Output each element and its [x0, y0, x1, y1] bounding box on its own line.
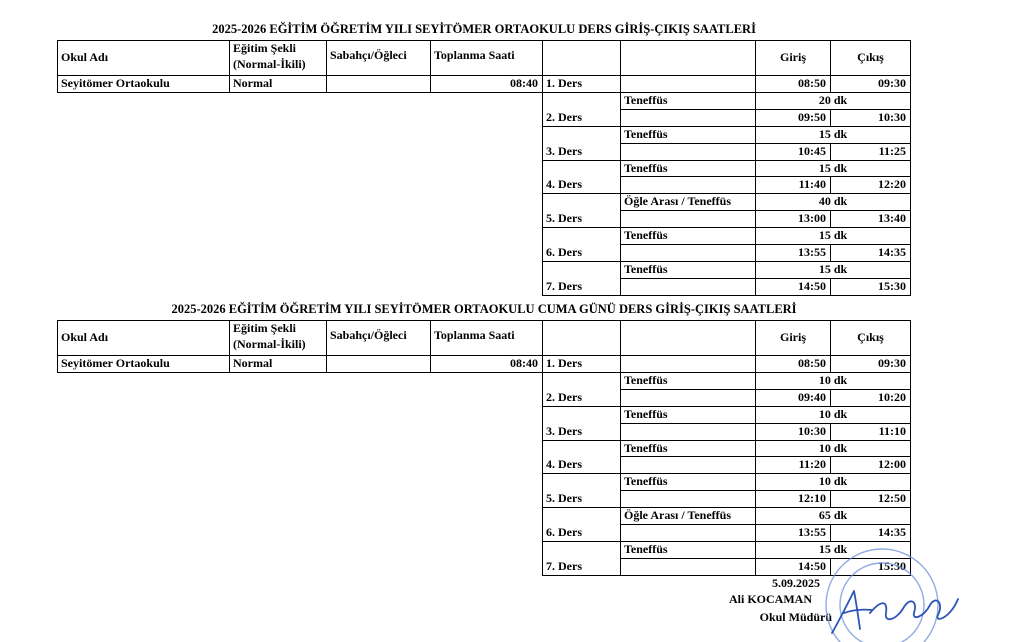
lesson-name: 7. Ders — [546, 560, 582, 573]
lesson-name: 1. Ders — [546, 77, 582, 90]
lesson-end-time: 09:30 — [878, 357, 906, 370]
column-divider — [620, 244, 621, 262]
header-egitim-sekli-sub: (Normal-İkili) — [233, 58, 306, 71]
lesson-end-time: 11:10 — [878, 425, 906, 438]
lesson-start-time: 11:20 — [798, 458, 826, 471]
table-title: 2025-2026 EĞİTİM ÖĞRETİM YILI SEYİTÖMER ORTAOKULU CUMA GÜNÜ DERS GİRİŞ-ÇIKIŞ SAATLERİ — [171, 302, 797, 316]
break-name: Öğle Arası / Teneffüs — [624, 509, 732, 522]
header-sabahci-ogleci: Sabahçı/Öğleci — [330, 49, 407, 62]
table-border-right — [910, 40, 911, 296]
row-divider — [620, 456, 911, 457]
lesson-start-time: 13:55 — [798, 246, 826, 259]
lesson-name: 5. Ders — [546, 212, 582, 225]
column-divider — [620, 558, 621, 576]
table-border-top — [57, 320, 911, 321]
lesson-end-time: 14:35 — [878, 246, 906, 259]
column-divider — [620, 490, 621, 508]
lesson-end-time: 12:20 — [878, 178, 906, 191]
header-toplanma-saati: Toplanma Saati — [434, 49, 515, 62]
row-divider — [620, 490, 911, 491]
column-divider — [620, 176, 621, 194]
break-duration: 15 dk — [818, 543, 848, 556]
school-name: Seyitömer Ortaokulu — [61, 77, 170, 90]
row-divider — [542, 92, 911, 93]
row-divider — [542, 473, 911, 474]
row-divider — [620, 143, 911, 144]
row-divider — [542, 227, 911, 228]
lesson-start-time: 10:45 — [798, 145, 826, 158]
break-duration: 20 dk — [818, 94, 848, 107]
lesson-end-time: 15:30 — [878, 280, 906, 293]
row-divider — [542, 507, 911, 508]
break-name: Teneffüs — [624, 161, 668, 175]
break-name: Öğle Arası / Teneffüs — [624, 195, 732, 208]
break-duration: 10 dk — [818, 441, 848, 455]
row-divider — [620, 389, 911, 390]
column-divider — [620, 320, 621, 356]
column-divider — [620, 456, 621, 474]
row-divider — [620, 423, 911, 424]
table-border-right — [910, 320, 911, 576]
column-divider — [620, 389, 621, 407]
row-divider — [620, 109, 911, 110]
lesson-end-time: 12:50 — [878, 492, 906, 505]
lesson-start-time: 08:50 — [798, 77, 826, 90]
lesson-end-time: 13:40 — [878, 212, 906, 225]
education-type: Normal — [233, 77, 273, 90]
header-toplanma-saati: Toplanma Saati — [434, 329, 515, 342]
break-duration: 15 dk — [818, 229, 848, 242]
education-type: Normal — [233, 357, 273, 370]
column-divider — [620, 423, 621, 441]
row-divider — [620, 524, 911, 525]
assembly-time: 08:40 — [510, 357, 538, 370]
lesson-end-time: 10:30 — [878, 111, 906, 124]
header-cikis: Çıkış — [857, 51, 884, 64]
lesson-start-time: 08:50 — [798, 357, 826, 370]
break-name: Teneffüs — [624, 229, 668, 242]
break-name: Teneffüs — [624, 475, 668, 488]
header-divider — [57, 75, 911, 76]
break-name: Teneffüs — [624, 441, 668, 455]
header-cikis: Çıkış — [857, 331, 884, 344]
break-duration: 15 dk — [818, 263, 848, 276]
lesson-name: 6. Ders — [546, 246, 582, 259]
lesson-end-time: 09:30 — [878, 77, 906, 90]
break-name: Teneffüs — [624, 543, 668, 556]
break-duration: 10 dk — [818, 475, 848, 488]
lesson-start-time: 13:55 — [798, 526, 826, 539]
break-duration: 15 dk — [818, 128, 848, 141]
signature-name: Ali KOCAMAN — [729, 592, 812, 606]
lesson-start-time: 09:50 — [798, 111, 826, 124]
break-name: Teneffüs — [624, 128, 668, 141]
lesson-name: 4. Ders — [546, 178, 582, 191]
shift-value — [327, 357, 430, 370]
row-divider — [542, 541, 911, 542]
lesson-end-time: 11:25 — [878, 145, 906, 158]
assembly-time: 08:40 — [510, 77, 538, 90]
column-divider — [620, 210, 621, 228]
break-duration: 10 dk — [818, 408, 848, 421]
row-divider — [542, 372, 911, 373]
header-okul-adi: Okul Adı — [61, 331, 109, 344]
school-row-bottom — [57, 92, 543, 93]
column-divider — [620, 40, 621, 76]
lesson-name: 7. Ders — [546, 280, 582, 293]
header-egitim-sekli: Eğitim Şekli — [233, 322, 297, 335]
lesson-end-time: 14:35 — [878, 526, 906, 539]
break-name: Teneffüs — [624, 408, 668, 421]
header-egitim-sekli: Eğitim Şekli — [233, 42, 297, 55]
break-duration: 15 dk — [818, 161, 848, 175]
principal-signature — [826, 583, 966, 638]
row-divider — [542, 193, 911, 194]
lesson-name: 1. Ders — [546, 357, 582, 370]
signature-date: 5.09.2025 — [772, 576, 820, 590]
lesson-name: 6. Ders — [546, 526, 582, 539]
signature-position: Okul Müdürü — [759, 610, 832, 624]
header-sabahci-ogleci: Sabahçı/Öğleci — [330, 329, 407, 342]
table-title: 2025-2026 EĞİTİM ÖĞRETİM YILI SEYİTÖMER ORTAOKULU DERS GİRİŞ-ÇIKIŞ SAATLERİ — [212, 22, 756, 36]
lesson-start-time: 14:50 — [798, 280, 826, 293]
break-name: Teneffüs — [624, 374, 668, 387]
lesson-name: 3. Ders — [546, 145, 582, 158]
column-divider — [620, 143, 621, 161]
lesson-start-time: 12:10 — [798, 492, 826, 505]
header-egitim-sekli-sub: (Normal-İkili) — [233, 338, 306, 351]
break-name: Teneffüs — [624, 94, 668, 107]
school-row-bottom — [57, 372, 543, 373]
lesson-name: 5. Ders — [546, 492, 582, 505]
lesson-name: 3. Ders — [546, 425, 582, 438]
lesson-start-time: 14:50 — [798, 560, 826, 573]
lesson-name: 2. Ders — [546, 111, 582, 124]
row-divider — [620, 176, 911, 177]
lesson-start-time: 09:40 — [798, 391, 826, 404]
break-duration: 10 dk — [818, 374, 848, 387]
shift-value — [327, 77, 430, 90]
header-okul-adi: Okul Adı — [61, 51, 109, 64]
column-divider — [620, 278, 621, 296]
school-name: Seyitömer Ortaokulu — [61, 357, 170, 370]
header-divider — [57, 355, 911, 356]
row-divider — [542, 406, 911, 407]
break-name: Teneffüs — [624, 263, 668, 276]
lesson-name: 4. Ders — [546, 458, 582, 471]
lesson-start-time: 11:40 — [798, 178, 826, 191]
lesson-start-time: 10:30 — [798, 425, 826, 438]
column-divider — [620, 109, 621, 127]
column-divider — [620, 355, 621, 373]
lesson-name: 2. Ders — [546, 391, 582, 404]
lesson-end-time: 15:30 — [878, 560, 906, 573]
table-border-top — [57, 40, 911, 41]
row-divider — [542, 126, 911, 127]
row-divider — [620, 278, 911, 279]
row-divider — [542, 295, 911, 296]
lesson-end-time: 10:20 — [878, 391, 906, 404]
lesson-end-time: 12:00 — [878, 458, 906, 471]
break-duration: 65 dk — [818, 509, 848, 522]
row-divider — [620, 244, 911, 245]
header-giris: Giriş — [780, 331, 806, 344]
column-divider — [620, 75, 621, 93]
header-giris: Giriş — [780, 51, 806, 64]
row-divider — [542, 261, 911, 262]
lesson-start-time: 13:00 — [798, 212, 826, 225]
row-divider — [620, 210, 911, 211]
column-divider — [620, 524, 621, 542]
break-duration: 40 dk — [818, 195, 848, 208]
